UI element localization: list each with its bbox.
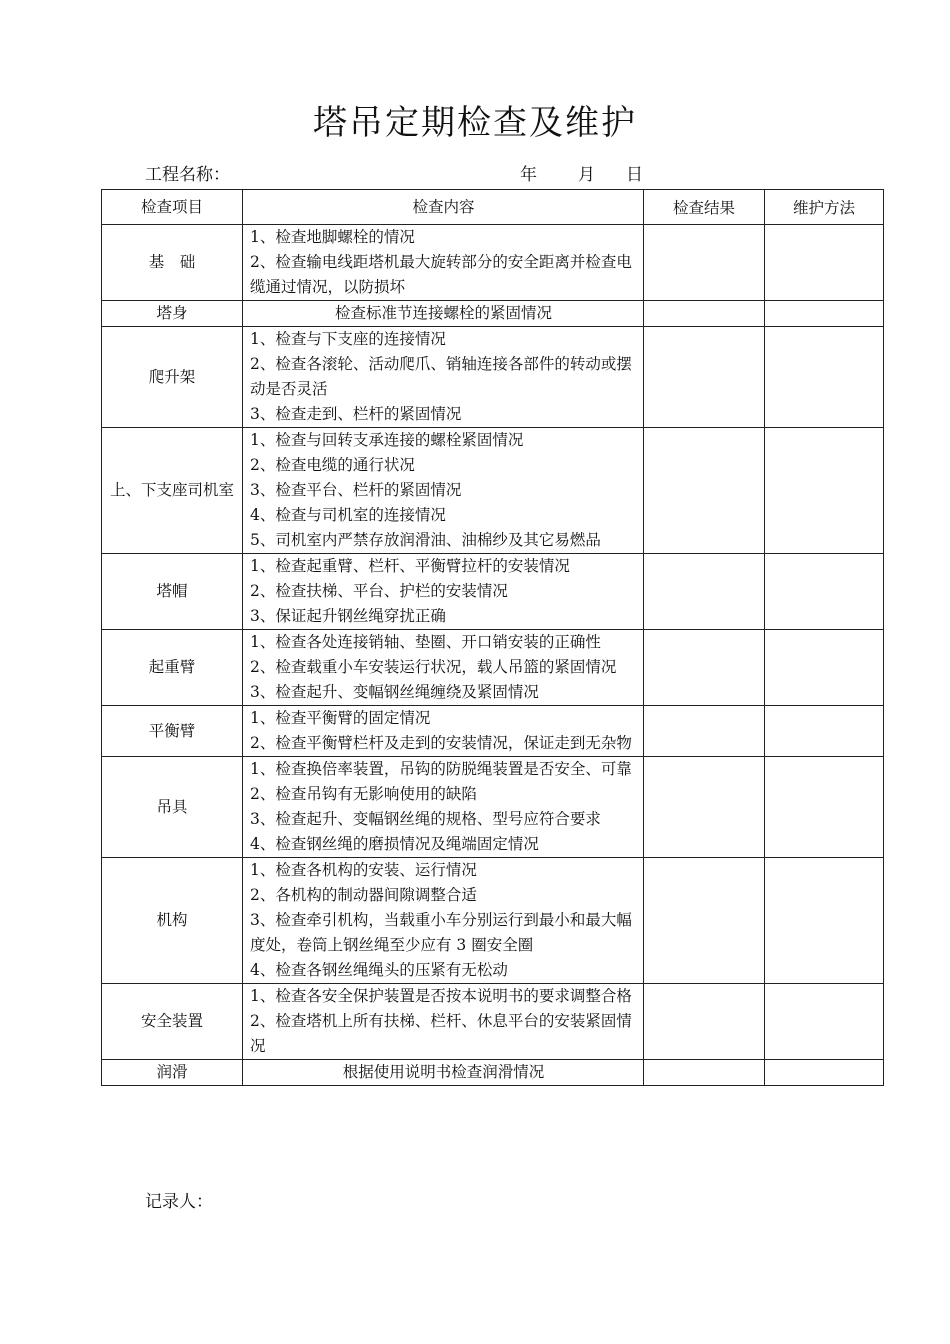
content-line: 2、检查扶梯、平台、护栏的安装情况 [250,582,508,600]
result-cell[interactable] [644,428,765,554]
header-content: 检查内容 [243,190,644,225]
table-row [102,630,884,706]
inspection-content [243,1060,644,1086]
inspection-item: 基 础 [102,225,243,301]
inspection-item: 平衡臂 [102,706,243,757]
content-line: 1、检查与下支座的连接情况 [250,330,446,348]
result-cell[interactable] [644,757,765,858]
date-line [520,162,643,188]
content-line: 1、检查换倍率装置，吊钩的防脱绳装置是否安全、可靠 [250,760,632,778]
table-row [102,1060,884,1086]
inspection-item: 塔身 [102,301,243,327]
content-line: 1、检查各处连接销轴、垫圈、开口销安装的正确性 [250,633,601,651]
inspection-item: 润滑 [102,1060,243,1086]
content-line: 1、检查各机构的安装、运行情况 [250,861,477,879]
method-cell[interactable] [765,706,884,757]
content-line: 5、司机室内严禁存放润滑油、油棉纱及其它易燃品 [250,531,601,549]
inspection-content [243,554,644,630]
inspection-item: 起重臂 [102,630,243,706]
inspection-item: 上、下支座司机室 [102,428,243,554]
content-line: 2、检查载重小车安装运行状况，载人吊篮的紧固情况 [250,658,617,676]
result-cell[interactable] [644,630,765,706]
inspection-content [243,327,644,428]
content-line: 4、检查钢丝绳的磨损情况及绳端固定情况 [250,835,539,853]
content-line: 2、检查输电线距塔机最大旋转部分的安全距离并检查电缆通过情况，以防损坏 [250,253,632,296]
result-cell[interactable] [644,1060,765,1086]
inspection-content [243,428,644,554]
content-line: 1、检查起重臂、栏杆、平衡臂拉杆的安装情况 [250,557,570,575]
page-title: 塔吊定期检查及维护 [313,103,637,143]
method-cell[interactable] [765,554,884,630]
project-name-label: 工程名称： [145,165,230,185]
content-line: 2、检查塔机上所有扶梯、栏杆、休息平台的安装紧固情况 [250,1012,632,1055]
content-line: 3、检查起升、变幅钢丝绳的规格、型号应符合要求 [250,810,601,828]
content-line: 1、检查地脚螺栓的情况 [250,228,415,246]
inspection-content [243,984,644,1060]
inspection-item: 吊具 [102,757,243,858]
recorder-label: 记录人： [145,1192,213,1212]
inspection-item: 安全装置 [102,984,243,1060]
inspection-content [243,630,644,706]
table-row [102,757,884,858]
content-line: 检查标准节连接螺栓的紧固情况 [334,304,552,322]
content-line: 4、检查与司机室的连接情况 [250,506,446,524]
inspection-content [243,858,644,984]
content-line: 3、检查起升、变幅钢丝绳缠绕及紧固情况 [250,683,539,701]
content-line: 2、各机构的制动器间隙调整合适 [250,886,477,904]
header-method: 维护方法 [765,190,884,225]
inspection-content [243,301,644,327]
content-line: 3、检查平台、栏杆的紧固情况 [250,481,462,499]
table-header-row [102,190,884,225]
method-cell[interactable] [765,858,884,984]
method-cell[interactable] [765,1060,884,1086]
content-line: 1、检查平衡臂的固定情况 [250,709,431,727]
content-line: 1、检查与回转支承连接的螺栓紧固情况 [250,431,524,449]
content-line: 3、保证起升钢丝绳穿扰正确 [250,607,446,625]
content-line: 4、检查各钢丝绳绳头的压紧有无松动 [250,961,508,979]
result-cell[interactable] [644,706,765,757]
inspection-item: 爬升架 [102,327,243,428]
content-line: 3、检查走到、栏杆的紧固情况 [250,405,462,423]
method-cell[interactable] [765,630,884,706]
table-row [102,327,884,428]
method-cell[interactable] [765,984,884,1060]
date-day-label: 日 [626,165,643,185]
content-line: 2、检查各滚轮、活动爬爪、销轴连接各部件的转动或摆动是否灵活 [250,355,632,398]
inspection-content [243,757,644,858]
inspection-table [101,189,884,1086]
result-cell[interactable] [644,327,765,428]
table-row [102,301,884,327]
method-cell[interactable] [765,428,884,554]
content-line: 2、检查吊钩有无影响使用的缺陷 [250,785,477,803]
inspection-content [243,225,644,301]
header-item: 检查项目 [102,190,243,225]
inspection-item: 塔帽 [102,554,243,630]
date-month-label: 月 [578,165,595,185]
result-cell[interactable] [644,858,765,984]
table-row [102,984,884,1060]
result-cell[interactable] [644,301,765,327]
result-cell[interactable] [644,554,765,630]
table-row [102,706,884,757]
content-line: 1、检查各安全保护装置是否按本说明书的要求调整合格 [250,987,632,1005]
table-row [102,428,884,554]
content-line: 根据使用说明书检查润滑情况 [342,1063,545,1081]
table-row [102,858,884,984]
inspection-item: 机构 [102,858,243,984]
content-line: 3、检查牵引机构，当载重小车分别运行到最小和最大幅度处，卷筒上钢丝绳至少应有 3 圈安全圈 [250,911,632,954]
result-cell[interactable] [644,225,765,301]
inspection-content [243,706,644,757]
table-row [102,554,884,630]
content-line: 2、检查电缆的通行状况 [250,456,415,474]
method-cell[interactable] [765,327,884,428]
result-cell[interactable] [644,984,765,1060]
method-cell[interactable] [765,225,884,301]
table-row [102,225,884,301]
method-cell[interactable] [765,301,884,327]
method-cell[interactable] [765,757,884,858]
date-year-label: 年 [520,165,537,185]
header-result: 检查结果 [644,190,765,225]
content-line: 2、检查平衡臂栏杆及走到的安装情况，保证走到无杂物 [250,734,632,752]
